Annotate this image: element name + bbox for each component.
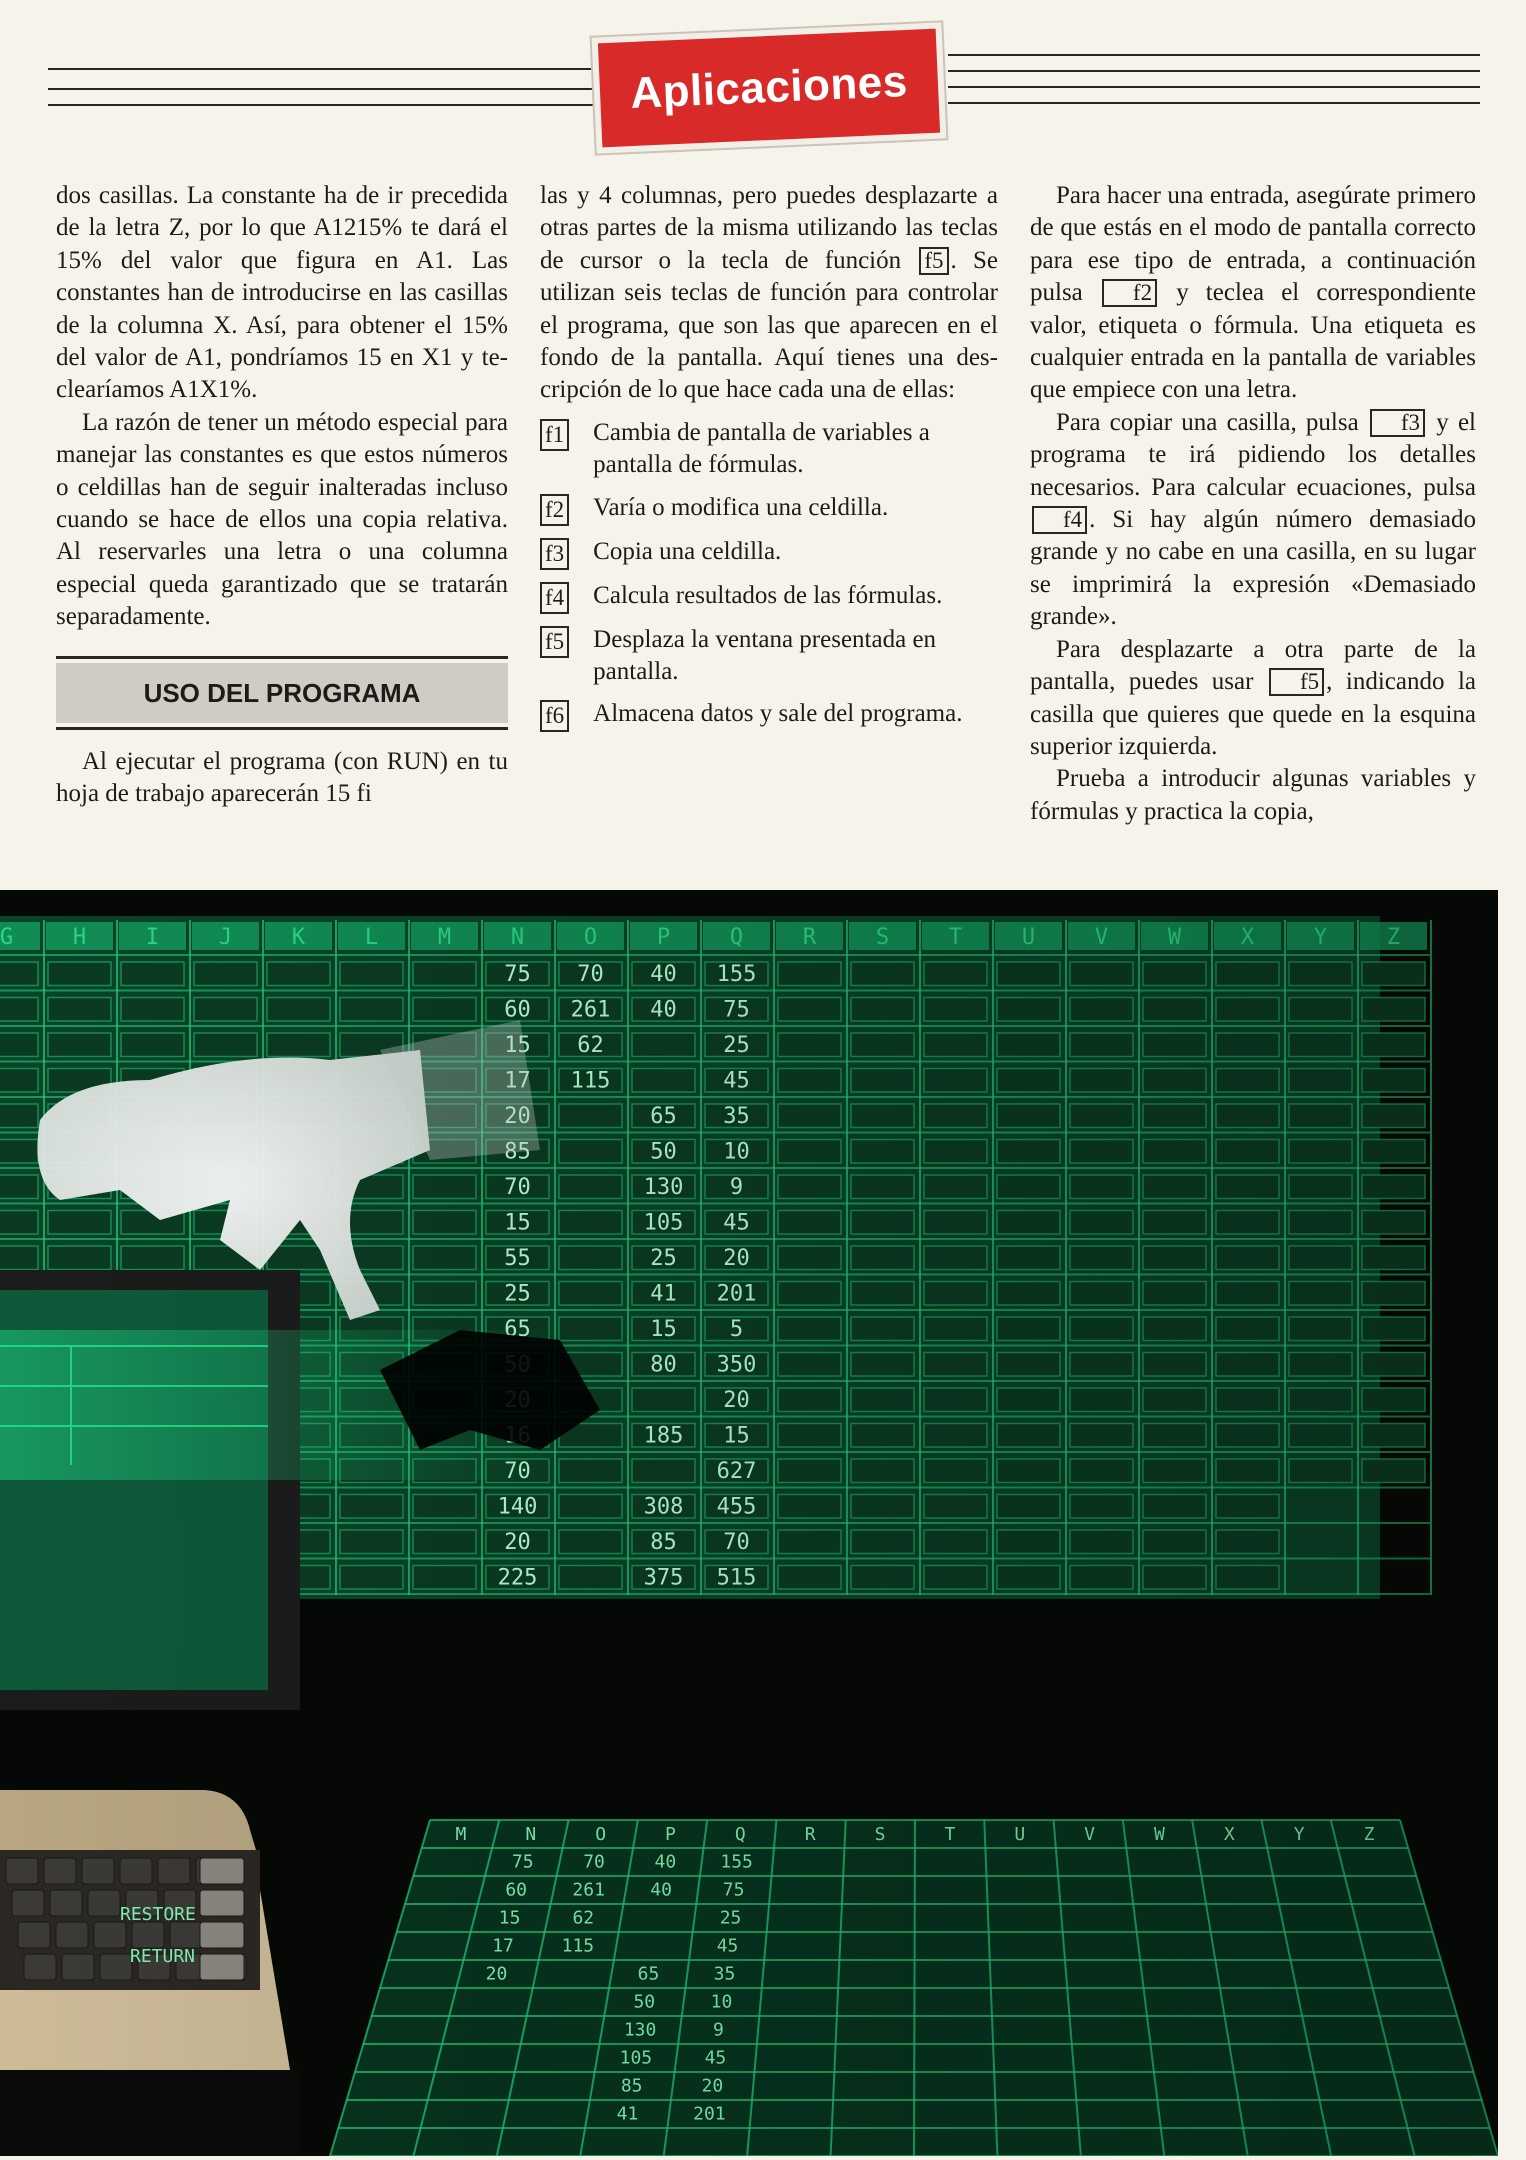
paragraph	[1030, 634, 1476, 764]
function-key-item	[540, 417, 998, 482]
section-heading-box	[56, 656, 508, 730]
text-run: Para desplazarte a otra parte de la pantalla, puedes usar	[1030, 635, 1476, 696]
function-key-list	[540, 417, 998, 733]
key-f2: f2	[1102, 279, 1157, 307]
paragraph: Al ejecutar el programa (con RUN) en tu hoja de trabajo aparecerán 15 fi	[56, 747, 508, 808]
text-run: Para copiar una casilla, pulsa	[1056, 408, 1359, 436]
function-key-item	[540, 624, 998, 689]
function-key-desc: Desplaza la ventana presentada en pantalla.	[593, 625, 937, 686]
function-key-item	[540, 536, 998, 570]
function-key-item	[540, 580, 998, 614]
text-column-1	[56, 180, 508, 811]
key-f5: f5	[1269, 668, 1324, 696]
function-key-desc: Calcula resultados de las fórmulas.	[593, 581, 943, 609]
key-f6: f6	[540, 700, 569, 732]
vignette	[0, 890, 1498, 2156]
function-key-desc: Cambia de pantalla de variables a pantalla de fórmulas.	[593, 418, 930, 479]
text-run: Para hacer una entrada, asegúrate primero de que estás en el modo de pantalla correcto para ese tipo de entrada, a continuación pulsa	[1030, 182, 1476, 307]
key-f1: f1	[540, 419, 569, 451]
header-rules-left	[48, 68, 598, 120]
paragraph: La razón de tener un método especial para manejar las constantes es que estos números o celdillas han de seguir inalteradas incluso cuando se hace de ellos una copia relativa. Al reservarles una letra o una columna especial queda garantizado que se tratarán separadamente.	[56, 408, 508, 631]
function-key-desc: Almacena datos y sale del programa.	[593, 700, 963, 728]
function-key-desc: Varía o modifica una celdilla.	[593, 493, 889, 521]
section-label-box	[598, 29, 940, 148]
header-rules-right	[948, 54, 1480, 118]
section-label: Aplicaciones	[629, 56, 909, 119]
key-f3: f3	[540, 538, 569, 570]
photo-illustration	[0, 890, 1498, 2156]
paragraph: dos casillas. La constante ha de ir precedida de la letra Z, por lo que A1215% te dará el 15% del valor que figura en A1. Las constantes han de introducirse en las casillas de la columna X. Así, para obtener el 15% del valor de A1, pondríamos 15 en X1 y teclearíamos A1X1%.	[56, 182, 508, 404]
paragraph	[540, 180, 998, 407]
key-f5: f5	[540, 626, 569, 658]
function-key-item	[540, 698, 998, 732]
text-run: . Se utilizan seis teclas de función para controlar el programa, que son las que aparecen en el fondo de la pantalla. Aquí tienes una descripción de lo que hace cada una de ellas:	[540, 246, 999, 404]
paragraph	[1030, 407, 1476, 634]
text-run: . Si hay algún número demasiado grande y no cabe en una casilla, en su lugar se imprimirá la expresión «Demasiado grande».	[1030, 506, 1476, 631]
text-column-3	[1030, 180, 1476, 828]
function-key-desc: Copia una celdilla.	[593, 537, 782, 565]
paragraph: Prueba a introducir algunas variables y fórmulas y practica la copia,	[1030, 765, 1476, 825]
paragraph	[1030, 180, 1476, 407]
text-run: las y 4 columnas, pero puedes desplazarte a otras partes de la misma utilizando las teclas de cursor o la tecla de función	[540, 182, 998, 274]
section-heading: USO DEL PROGRAMA	[56, 663, 508, 723]
function-key-item	[540, 492, 998, 526]
text-run: y el programa te irá pidiendo los detalles necesarios. Para calcular ecuaciones, pulsa	[1030, 408, 1476, 501]
key-f3: f3	[1370, 409, 1425, 437]
key-f4: f4	[1032, 506, 1087, 534]
text-column-2	[540, 180, 998, 742]
key-f4: f4	[540, 582, 569, 614]
text-run: y teclea el correspondiente valor, etiqueta o fórmula. Una etiqueta es cualquier entrada en la pantalla de variables que empiece con una letra.	[1030, 279, 1477, 404]
key-f5: f5	[919, 247, 948, 275]
spreadsheet-photo	[0, 890, 1498, 2156]
key-f2: f2	[540, 494, 569, 526]
text-run: , indicando la casilla que quieres que quede en la esquina superior izquierda.	[1030, 668, 1476, 760]
